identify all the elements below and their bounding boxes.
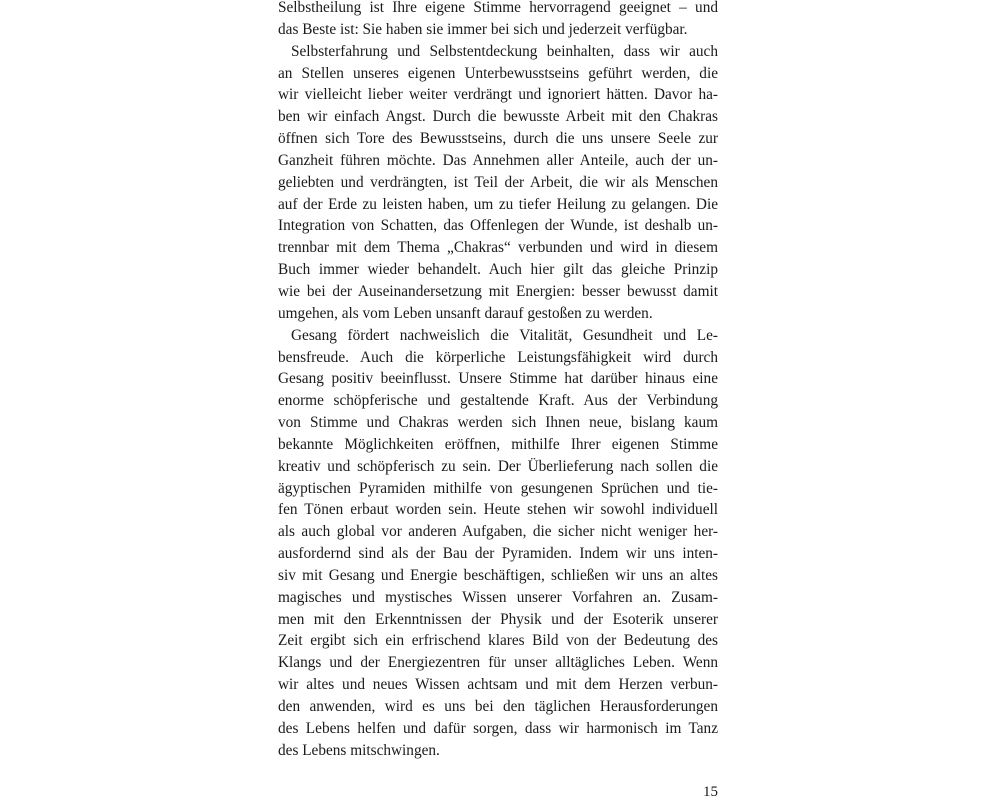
page-number: 15 [703, 784, 718, 800]
text-line: siv mit Gesang und Energie beschäftigen, schließen wir uns an altes [278, 566, 718, 584]
text-line: bekannte Möglichkeiten eröffnen, mithilfe Ihrer eigenen Stimme [278, 435, 718, 453]
text-line: Klangs und der Energiezentren für unser alltägliches Leben. Wenn [278, 654, 718, 672]
text-line: Zeit ergibt sich ein erfrischend klares Bild von der Bedeutung des [278, 632, 718, 650]
text-line: bensfreude. Auch die körperliche Leistungsfähigkeit wird durch [278, 348, 718, 366]
text-line: von Stimme und Chakras werden sich Ihnen neue, bislang kaum [278, 414, 718, 432]
text-line: Gesang fördert nachweislich die Vitalität, Gesundheit und Le- [291, 326, 718, 344]
text-line: trennbar mit dem Thema „Chakras“ verbunden und wird in diesem [278, 239, 718, 257]
text-line: Selbsterfahrung und Selbstentdeckung beinhalten, dass wir auch [291, 42, 718, 60]
text-line: wir vielleicht lieber weiter verdrängt und ignoriert hätten. Davor ha- [278, 86, 718, 104]
text-line: enorme schöpferische und gestaltende Kraft. Aus der Verbindung [278, 392, 718, 410]
text-line: fen Tönen erbaut worden sein. Heute stehen wir sowohl individuell [278, 501, 718, 519]
text-line: das Beste ist: Sie haben sie immer bei sich und jederzeit verfügbar. [278, 20, 688, 38]
text-line: den anwenden, wird es uns bei den täglichen Herausforderungen [278, 698, 718, 715]
text-line: Selbstheilung ist Ihre eigene Stimme hervorragend geeignet – und [278, 0, 718, 16]
paragraph [278, 325, 718, 762]
text-line: an Stellen unseres eigenen Unterbewusstseins geführt werden, die [278, 64, 718, 82]
text-line: ägyptischen Pyramiden mithilfe von gesungenen Sprüchen und tie- [278, 479, 718, 497]
text-line: wir altes und neues Wissen achtsam und mit dem Herzen verbun- [278, 676, 718, 694]
text-line: ben wir einfach Angst. Durch die bewusste Arbeit mit den Chakras [278, 108, 718, 126]
text-line: als auch global vor anderen Aufgaben, die sicher nicht weniger her- [278, 523, 718, 541]
text-line: wie bei der Auseinandersetzung mit Energien: besser bewusst damit [278, 282, 718, 300]
text-line: des Lebens mitschwingen. [278, 741, 440, 759]
text-line: geliebten und verdrängten, ist Teil der Arbeit, die wir als Menschen [278, 173, 718, 191]
text-line: des Lebens helfen und dafür sorgen, dass wir harmonisch im Tanz [278, 719, 718, 737]
text-line: öffnen sich Tore des Bewusstseins, durch die uns unsere Seele zur [278, 130, 718, 148]
body-text [278, 0, 718, 762]
text-line: Gesang positiv beeinflusst. Unsere Stimme hat darüber hinaus eine [278, 370, 718, 388]
text-line: Ganzheit führen möchte. Das Annehmen aller Anteile, auch der un- [278, 151, 718, 169]
text-line: Integration von Schatten, das Offenlegen der Wunde, ist deshalb un- [278, 217, 718, 235]
text-line: magisches und mystisches Wissen unserer Vorfahren an. Zusam- [278, 588, 718, 606]
paragraph [278, 41, 718, 325]
paragraph [278, 0, 718, 41]
text-line: men mit den Erkenntnissen der Physik und der Esoterik unserer [278, 610, 718, 628]
text-line: auf der Erde zu leisten haben, um zu tiefer Heilung zu gelangen. Die [278, 195, 718, 213]
text-line: umgehen, als vom Leben unsanft darauf gestoßen zu werden. [278, 304, 653, 322]
text-line: ausfordernd sind als der Bau der Pyramiden. Indem wir uns inten- [278, 545, 718, 563]
text-line: kreativ und schöpferisch zu sein. Der Überlieferung nach sollen die [278, 457, 718, 475]
text-line: Buch immer wieder behandelt. Auch hier gilt das gleiche Prinzip [278, 261, 718, 279]
